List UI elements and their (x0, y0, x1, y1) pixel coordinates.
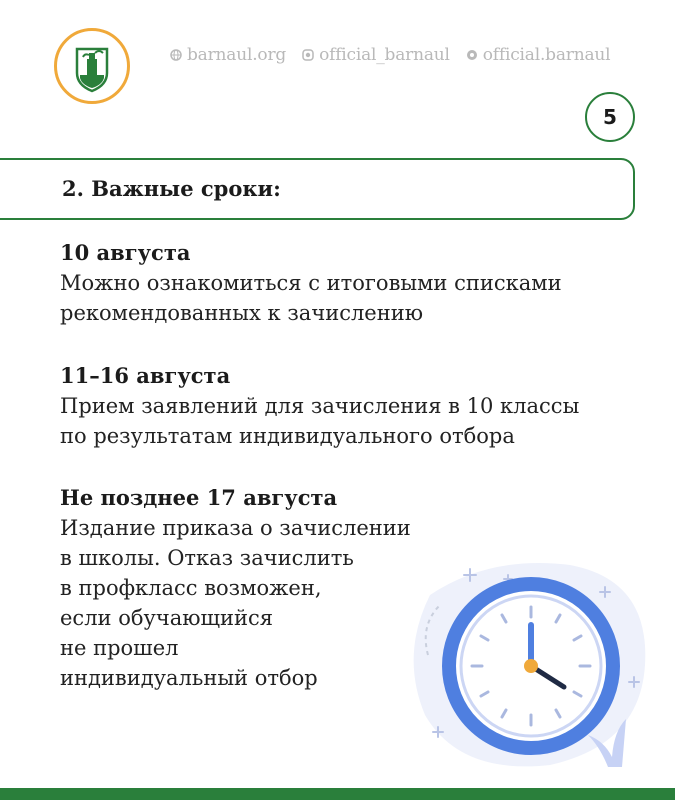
social-link-text: official.barnaul (482, 45, 611, 65)
social-link-website[interactable] (170, 45, 286, 65)
camera-icon (302, 49, 314, 61)
globe-icon (170, 49, 182, 61)
deadline-date: Не позднее 17 августа (60, 485, 338, 510)
deadline-entry (60, 361, 579, 451)
deadline-entry (60, 238, 562, 328)
deadline-description: Издание приказа о зачислении в школы. Отказ зачислить в профкласс возможен, если обучающийся не прошел индивидуальный отбор (60, 516, 411, 690)
social-links (170, 45, 635, 65)
city-emblem-logo (54, 28, 130, 104)
clock-illustration (400, 535, 660, 784)
chat-icon (466, 49, 478, 61)
section-title: 2. Важные сроки: (62, 176, 281, 201)
social-link-instagram[interactable] (302, 45, 450, 65)
social-link-text: barnaul.org (187, 45, 287, 65)
deadline-description: Можно ознакомиться с итоговыми списками рекомендованных к зачислению (60, 271, 562, 325)
deadline-date: 11–16 августа (60, 363, 231, 388)
social-link-messenger[interactable] (466, 45, 611, 65)
bottom-accent-bar (0, 788, 675, 800)
page-number-badge: 5 (585, 92, 635, 142)
social-link-text: official_barnaul (319, 45, 450, 65)
deadline-entry (60, 483, 411, 693)
deadline-description: Прием заявлений для зачисления в 10 классы по результатам индивидуального отбора (60, 394, 580, 448)
deadline-date: 10 августа (60, 240, 191, 265)
